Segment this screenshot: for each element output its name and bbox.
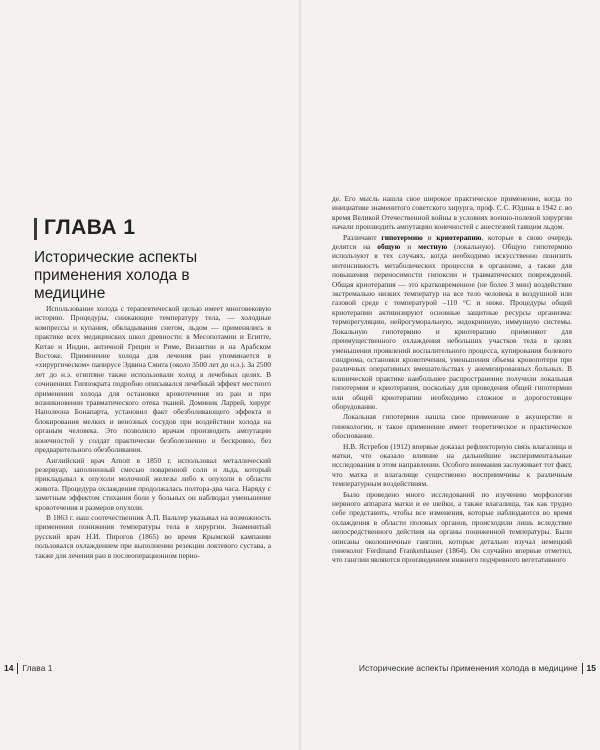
footer-separator [582,663,583,674]
paragraph: Н.В. Ястребов (1912) впервые доказал рефлекторную связь влагалища и матки, что оказало влияние на дальнейшие экспериментальные исследования в этом направлении. Особого внимания заслуживает тот факт, что матка и влагалище существенно восприимчивы к различным температурным воздействиям. [332,441,572,489]
right-text-column [332,194,572,565]
text-run: Различают [343,232,382,242]
chapter-label: ГЛАВА 1 [44,216,136,239]
footer-separator [17,663,18,674]
text-run: и [400,242,419,252]
chapter-title: Исторические аспекты применения холода в медицине [34,249,198,302]
left-text-column [35,304,271,560]
paragraph: Использование холода с терапевтической целью имеет многовековую историю. Процедуры, снижающие температуру тела, — холодные компрессы и купания, обкладывания снегом, льдом — применялись в практике всех медицинских школ древности: в Месопотамии и Египте, Китае и Индии, античной Греции и Риме, Византии и на Арабском Востоке. Применение холода для лечения ран упоминается в «хирургическом» папирусе Эдвина Смита (около 3500 лет до н.э.). За 2500 лет до н.э. египтяне также использовали холод в лечебных целях. В сочинениях Гиппократа подробно описывался лечебный эффект местного применения холода для остановки кровотечения из ран и при возникновении травматического отека тканей. Доминик Ларрей, хирург Наполеона Бонапарта, установил факт обезболивающего эффекта и блокирования мелких и венозных сосудов при воздействии холода на органым человека. Это позволило врачам производить ампутации конечностей у солдат практически безболезненно и бескровно, без предварительного обезболивания. [35,304,271,455]
right-footer [359,663,596,674]
page-number: 14 [4,663,14,673]
paragraph: В 1863 г. наш соотечественник А.П. Вальтер указывал на возможность применения понижения температуры тела в хирургии. Знаменитый русский врач Н.И. Пирогов (1865) во время Крымской кампании пользовался охлаждением при выполнении резекции локтевого сустава, а также для лечения ран в послеоперационном перио- [35,512,271,560]
text-run: и [422,232,437,242]
term-general: общую [377,242,401,252]
term-cryotherapy: криотерапию [436,232,482,242]
right-page [300,0,600,750]
running-head: Исторические аспекты применения холода в медицине [358,663,578,673]
term-hypothermia: гипотермию [381,232,423,242]
chapter-bar [34,218,37,240]
paragraph: Локальная гипотермия нашла свое применение в акушерстве и гинекологии, и такое применение имеет теоретическое и практическое обоснование. [332,412,572,441]
paragraph: Английский врач Arnott в 1850 г. использовал металлический резервуар, заполненный смесью поваренной соли и льда, который прикладывал к опухоли молочной железы либо к опухоли в области живота. Процедура охлаждения продолжалась полтора-два часа. Наряду с заметным эффектом стихания боли у больных он наблюдал уменьшение кровотечения и размеров опухоли. [35,455,271,512]
term-local: местную [418,242,448,252]
text-run: , которые в свою очередь делятся на [332,232,572,252]
running-head: Глава 1 [22,663,53,673]
text-run: (локальную). Общую гипотермию используют в тех случаях, когда необходимо искусственно понизить интенсивность метаболических процессов в организме, а также для повышения переносимости гипоксии и травматических повреждений. Общая криотерапия — это кратковременное (не более 3 мин) воздействие экстремально низких температур на все тело человека в воздушной или газовой среде с температурой –110 °С и ниже. Процедуры общей криотерапии активизируют основные защитные ресурсы организма: терморегуляцию, нейрогуморальную, эндокринную, иммунную системы. Локальную гипотермию и криотерапию применяют для преимущественного охлаждения небольших участков тела в целях уменьшения проявлений воспалительного процесса, купирования болевого синдрома, остановки кровотечения, уменьшения объема кровопотери при различных оперативных вмешательствах у анемизированных больных. В клинической практике наибольшее распространение получили локальная гипотермия и криотерапия, поскольку для проведения общей гипотермии или общей криотерапии необходимо сложное и дорогостоящее оборудование. [332,242,572,411]
left-footer [4,663,53,674]
paragraph [332,233,572,412]
page-number: 15 [586,663,596,673]
paragraph: Было проведено много исследований по изучению морфологии нервного аппарата матки и ее шейки, а также влагалища, так как трудно себе представить, чтобы все изменения, которые наблюдаются во время охлаждения в области половых органов, происходили лишь вследствие непосредственного действия на органы пониженной температуры. Были описаны околошеечные ганглии, которые детально изучал немецкий гинеколог Ferdinand Frankenhauser (1864). Он случайно впервые отметил, что ганглии являются произведением нижнего подчревного вегетативного [332,489,572,565]
paragraph: де. Его мысль нашла свое широкое практическое применение, когда по инициативе знаменитого советского хирурга, проф. С.С. Юдина в 1942 г. во время Великой Отечественной войны в условиях военно-полевой хирургии начали производить ампутацию конечностей с анестезией таящим льдом. [332,194,572,232]
